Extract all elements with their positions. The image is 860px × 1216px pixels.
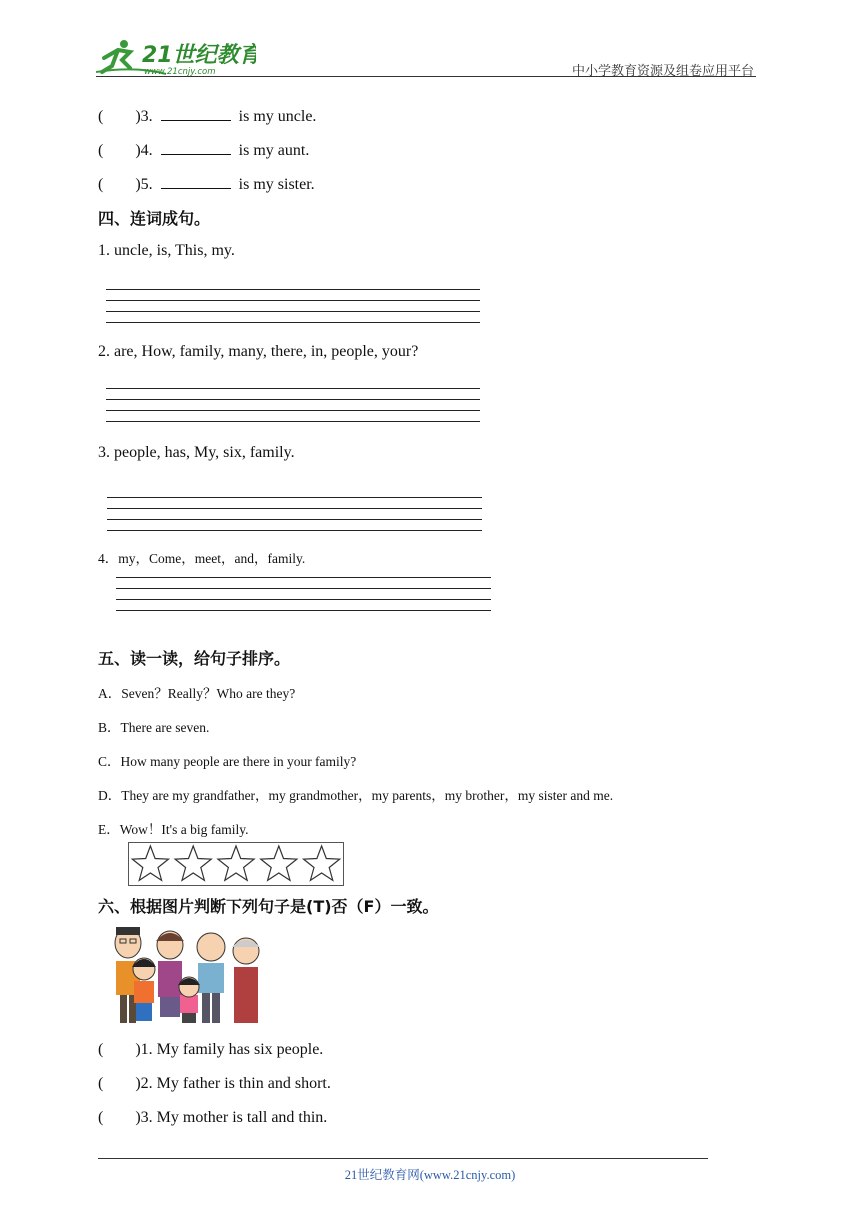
question-number: ( )3.: [98, 108, 153, 125]
question-3-3: [98, 106, 316, 126]
writing-line[interactable]: [116, 577, 491, 578]
section-4-item-2: 2. are, How, family, many, there, in, people, your?: [98, 343, 419, 360]
section-4-item-4: 4．my，Come，meet，and，family.: [98, 551, 306, 566]
section-6-item-2: ( )2. My father is thin and short.: [98, 1075, 331, 1092]
section-5-item-c: C．How many people are there in your family?: [98, 754, 357, 769]
star-box-4[interactable]: [261, 846, 297, 880]
section-6-item-3: ( )3. My mother is tall and thin.: [98, 1109, 328, 1126]
writing-line[interactable]: [106, 421, 480, 422]
logo-text: 21世纪教育: [142, 43, 256, 68]
writing-line[interactable]: [116, 599, 491, 600]
section-4-title: 四、连词成句。: [98, 209, 211, 228]
writing-line[interactable]: [106, 300, 480, 301]
family-illustration: [110, 927, 270, 1029]
writing-line[interactable]: [106, 322, 480, 323]
question-number: ( )5.: [98, 176, 153, 193]
section-6-item-1: ( )1. My family has six people.: [98, 1041, 324, 1058]
writing-line[interactable]: [107, 530, 482, 531]
section-4-item-3: 3. people, has, My, six, family.: [98, 444, 295, 461]
footer-text[interactable]: 21世纪教育网(www.21cnjy.com): [344, 1168, 516, 1182]
answer-blank[interactable]: [161, 106, 231, 121]
writing-line[interactable]: [106, 311, 480, 312]
question-text: is my uncle.: [238, 108, 317, 125]
writing-line[interactable]: [107, 497, 482, 498]
star-box-5[interactable]: [304, 846, 340, 880]
star-box-2[interactable]: [175, 846, 211, 880]
header-divider: [96, 76, 756, 77]
question-3-5: [98, 174, 315, 194]
section-6-title: 六、根据图片判断下列句子是(T)否（F）一致。: [98, 897, 439, 916]
star-answer-boxes: [128, 842, 344, 886]
logo-url: www.21cnjy.com: [144, 67, 216, 77]
question-text: is my sister.: [238, 176, 315, 193]
writing-line[interactable]: [116, 610, 491, 611]
star-row: [129, 843, 343, 885]
star-box-3[interactable]: [218, 846, 254, 880]
header-platform-text: 中小学教育资源及组卷应用平台: [571, 64, 754, 79]
star-box-1[interactable]: [132, 846, 168, 880]
writing-line[interactable]: [106, 289, 480, 290]
answer-blank[interactable]: [161, 140, 231, 155]
section-4-item-1: 1. uncle, is, This, my.: [98, 242, 235, 259]
writing-line[interactable]: [107, 508, 482, 509]
writing-line[interactable]: [106, 399, 480, 400]
section-5-item-b: B．There are seven.: [98, 720, 210, 735]
section-5-item-d: D．They are my grandfather，my grandmother，my parents，my brother，my sister and me.: [98, 788, 614, 803]
answer-blank[interactable]: [161, 174, 231, 189]
writing-line[interactable]: [106, 388, 480, 389]
section-5-item-e: E．Wow！It's a big family.: [98, 822, 249, 837]
section-5-title: 五、读一读，给句子排序。: [98, 649, 291, 668]
question-3-4: [98, 140, 309, 160]
writing-line[interactable]: [107, 519, 482, 520]
writing-line[interactable]: [106, 410, 480, 411]
section-5-item-a: A．Seven？Really？Who are they?: [98, 686, 296, 701]
footer-divider: [98, 1158, 708, 1159]
question-text: is my aunt.: [238, 142, 310, 159]
question-number: ( )4.: [98, 142, 153, 159]
site-logo: [96, 36, 256, 78]
writing-line[interactable]: [116, 588, 491, 589]
